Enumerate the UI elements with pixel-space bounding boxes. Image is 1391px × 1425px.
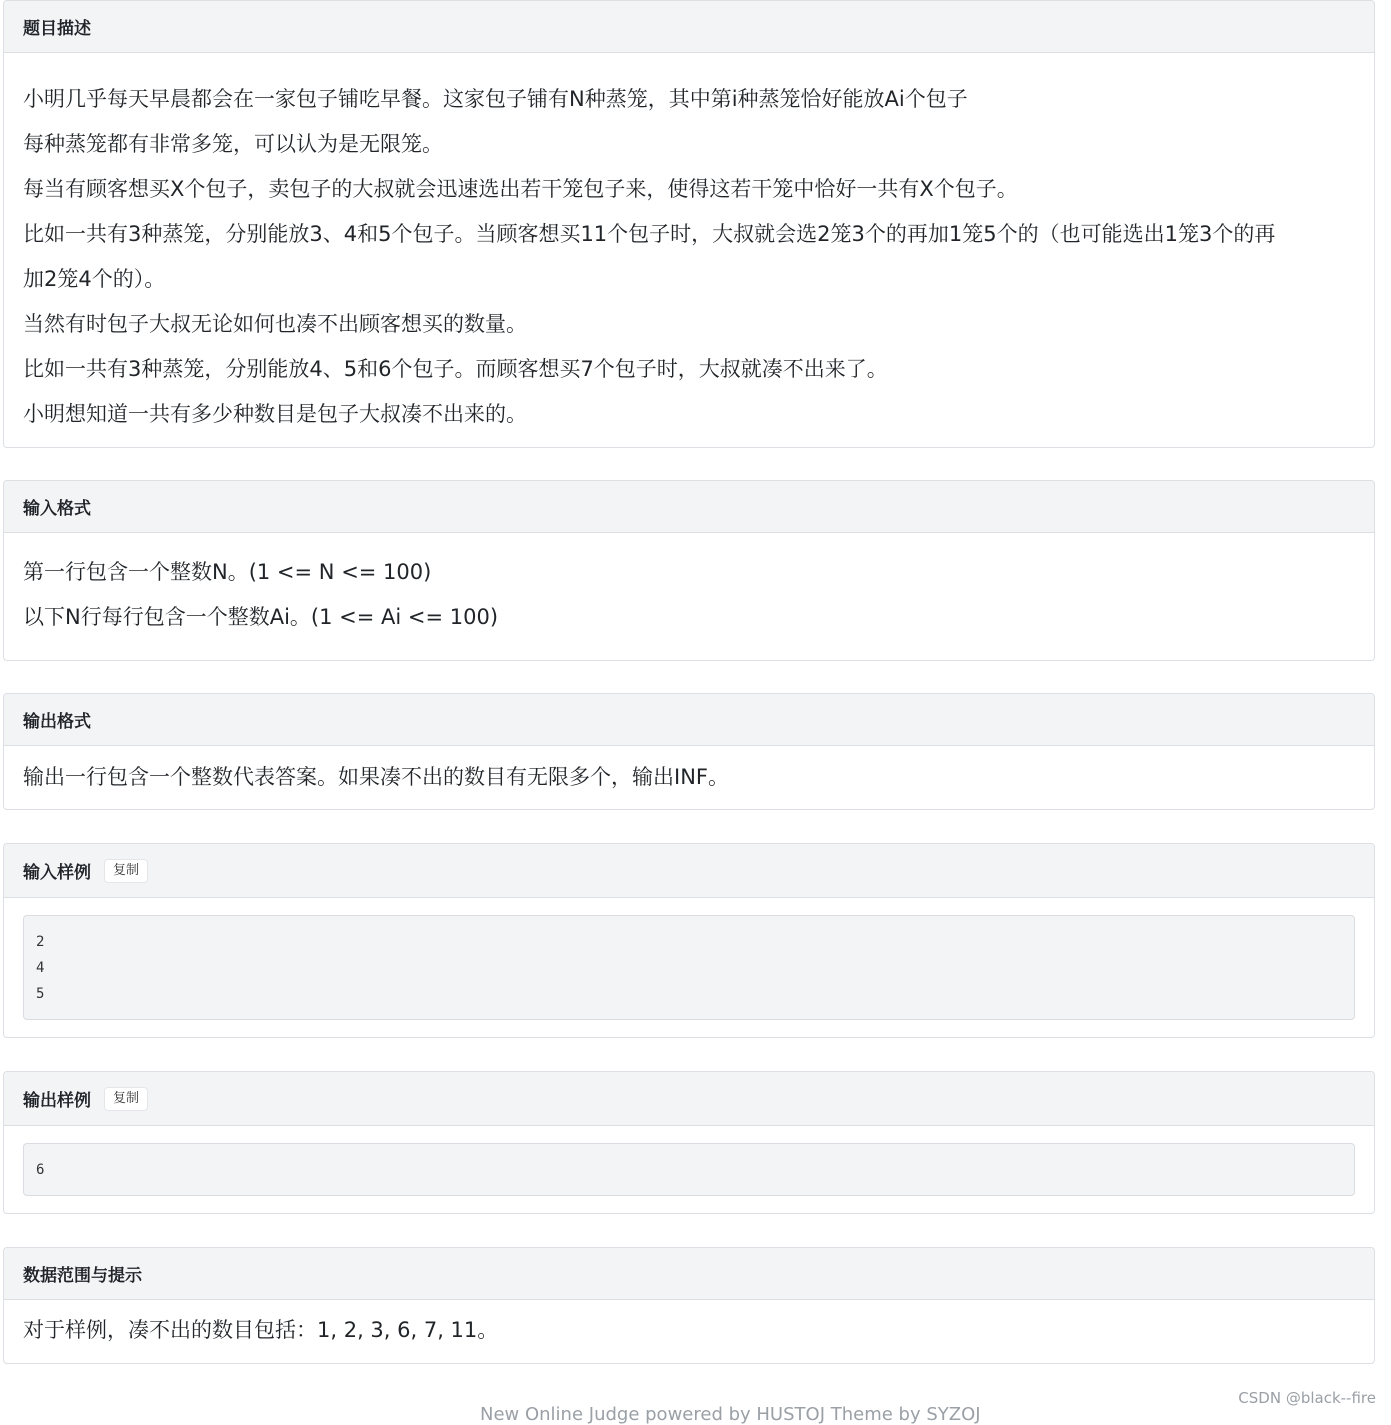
panel-title: 输入格式 [23,499,91,519]
sample-input-code[interactable] [23,915,1355,1020]
code-line: 6 [36,1162,45,1178]
input-format-panel [3,480,1375,661]
code-line: 5 [36,986,45,1002]
panel-header [4,694,1374,746]
description-line: 加2笼4个的）。 [23,267,166,291]
sample-input-panel [3,843,1375,1038]
description-line: 每种蒸笼都有非常多笼，可以认为是无限笼。 [23,132,443,156]
panel-title: 输出样例 [23,1091,91,1111]
panel-header [4,481,1374,533]
panel-title: 题目描述 [23,19,91,39]
description-line: 小明想知道一共有多少种数目是包子大叔凑不出来的。 [23,402,527,426]
output-format-panel [3,693,1375,810]
output-format-line: 输出一行包含一个整数代表答案。如果凑不出的数目有无限多个，输出INF。 [23,765,729,789]
hint-panel [3,1247,1375,1364]
code-line: 2 [36,934,45,950]
panel-header [4,1072,1374,1126]
panel-title: 数据范围与提示 [23,1266,142,1286]
panel-header [4,1,1374,53]
panel-header [4,1248,1374,1300]
description-line: 当然有时包子大叔无论如何也凑不出顾客想买的数量。 [23,312,527,336]
watermark: CSDN @black--fire [1238,1389,1376,1407]
code-line: 4 [36,960,45,976]
sample-output-panel [3,1071,1375,1214]
description-line: 比如一共有3种蒸笼，分别能放3、4和5个包子。当顾客想买11个包子时，大叔就会选2笼3个的再加1笼5个的（也可能选出1笼3个的再 [23,222,1276,246]
copy-button[interactable]: 复制 [104,859,148,883]
panel-header [4,844,1374,898]
problem-description-panel [3,0,1375,448]
description-line: 每当有顾客想买X个包子，卖包子的大叔就会迅速选出若干笼包子来，使得这若干笼中恰好一共有X个包子。 [23,177,1018,201]
panel-title: 输入样例 [23,863,91,883]
sample-output-code[interactable] [23,1143,1355,1196]
description-line: 小明几乎每天早晨都会在一家包子铺吃早餐。这家包子铺有N种蒸笼，其中第i种蒸笼恰好能放Ai个包子 [23,87,968,111]
input-format-line: 以下N行每行包含一个整数Ai。(1 <= Ai <= 100) [23,605,499,629]
footer-text: New Online Judge powered by HUSTOJ Theme by SYZOJ [480,1404,981,1425]
description-line: 比如一共有3种蒸笼，分别能放4、5和6个包子。而顾客想买7个包子时，大叔就凑不出来了。 [23,357,888,381]
copy-button[interactable]: 复制 [104,1087,148,1111]
panel-title: 输出格式 [23,712,91,732]
hint-line: 对于样例，凑不出的数目包括：1, 2, 3, 6, 7, 11。 [23,1318,499,1342]
input-format-line: 第一行包含一个整数N。(1 <= N <= 100) [23,560,432,584]
